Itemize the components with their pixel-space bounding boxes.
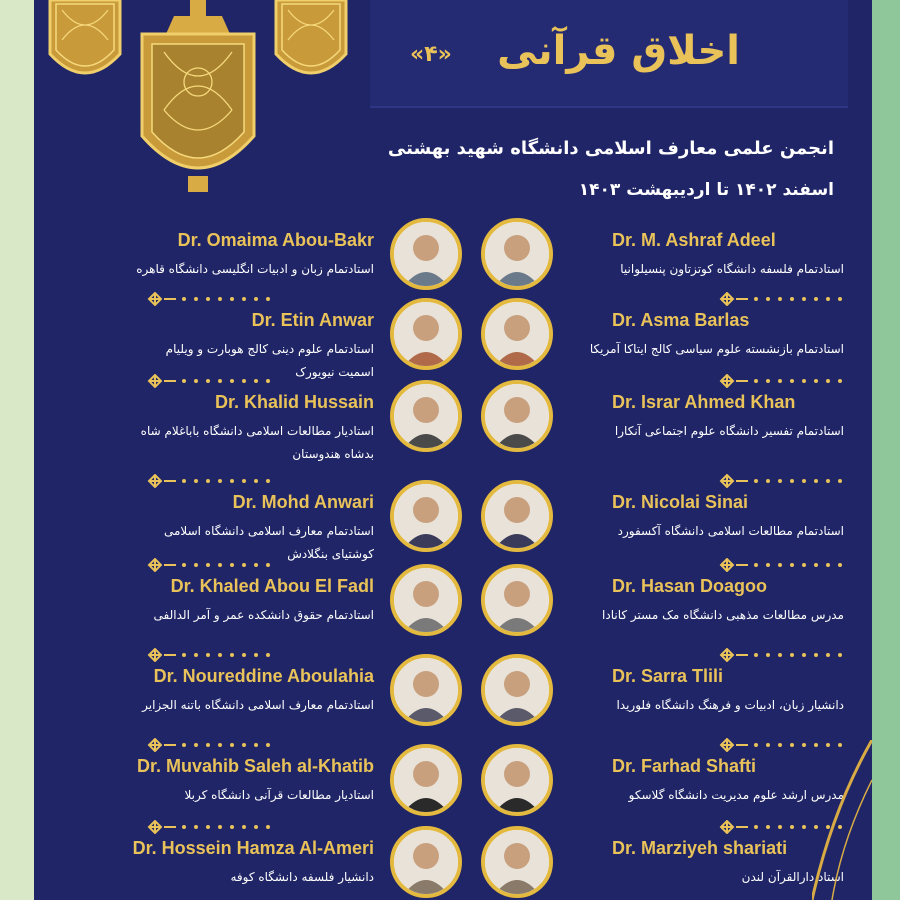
avatar-icon bbox=[485, 568, 549, 632]
speaker-title bbox=[574, 784, 844, 807]
date-range: اسفند ۱۴۰۲ تا اردیبهشت ۱۴۰۳ bbox=[578, 180, 834, 200]
speaker-title bbox=[74, 604, 374, 627]
speaker-photo bbox=[390, 654, 462, 726]
avatar-icon bbox=[394, 748, 458, 812]
speaker-title-line: استادیار مطالعات قرآنی دانشگاه کربلا bbox=[184, 788, 374, 802]
avatar-icon bbox=[394, 568, 458, 632]
speaker-title-line: استادتمام زبان و ادبیات انگلیسی دانشگاه قاهره bbox=[136, 262, 374, 276]
title-box bbox=[370, 0, 848, 108]
speaker-title-line: استادتمام مطالعات اسلامی دانشگاه آکسفورد bbox=[617, 524, 844, 538]
poster bbox=[34, 0, 872, 900]
ornament-divider-icon bbox=[144, 292, 294, 306]
speaker-title-line: کوشتیای بنگلادش bbox=[287, 547, 374, 561]
speaker-title-line: استادتمام تفسیر دانشگاه علوم اجتماعی آنکارا bbox=[614, 424, 844, 438]
speaker-title bbox=[574, 258, 844, 281]
ornament-divider-icon bbox=[716, 648, 866, 662]
speaker-name: Dr. Khalid Hussain bbox=[214, 392, 374, 412]
poster-title-number: «۴» bbox=[410, 42, 452, 67]
speaker-photo bbox=[481, 654, 553, 726]
speaker-title bbox=[574, 866, 844, 889]
speaker-title bbox=[74, 866, 374, 889]
ornament-divider-icon bbox=[144, 820, 294, 834]
speaker-name: Dr. Marziyeh shariati bbox=[612, 838, 788, 858]
speaker-name: Dr. Hossein Hamza Al-Ameri bbox=[132, 838, 374, 858]
speaker-photo bbox=[390, 564, 462, 636]
speaker-photo bbox=[481, 480, 553, 552]
speaker-title bbox=[574, 694, 844, 717]
speaker-title-line: استادتمام فلسفه دانشگاه کوتزتاون پنسیلوانیا bbox=[620, 262, 844, 276]
speaker-title-line: مدرس ارشد علوم مدیریت دانشگاه گلاسکو bbox=[628, 788, 844, 802]
speaker-title bbox=[574, 420, 844, 443]
speaker-title-line: مدرس مطالعات مذهبی دانشگاه مک مستر کانادا bbox=[602, 608, 844, 622]
ornament-divider-icon bbox=[716, 474, 866, 488]
speaker-title-line: اسمیت نیویورک bbox=[295, 365, 374, 379]
lantern-center-icon bbox=[134, 0, 262, 195]
speaker-photo bbox=[390, 744, 462, 816]
speaker-name: Dr. M. Ashraf Adeel bbox=[612, 230, 776, 250]
speaker-title bbox=[574, 338, 844, 361]
ornament-divider-icon bbox=[144, 558, 294, 572]
outer-left-strip bbox=[0, 0, 34, 900]
speaker-title-line: استاد دارالقرآن لندن bbox=[741, 870, 844, 884]
avatar-icon bbox=[394, 484, 458, 548]
speaker-photo bbox=[481, 744, 553, 816]
ornament-divider-icon bbox=[716, 558, 866, 572]
speaker-name: Dr. Khaled Abou El Fadl bbox=[170, 576, 374, 596]
speaker-title-line: استادتمام معارف اسلامی دانشگاه باتنه الجزایر bbox=[142, 698, 374, 712]
speaker-name: Dr. Noureddine Aboulahia bbox=[153, 666, 374, 686]
speaker-name: Dr. Nicolai Sinai bbox=[612, 492, 749, 512]
speaker-name: Dr. Muvahib Saleh al-Khatib bbox=[136, 756, 374, 776]
organizer: انجمن علمی معارف اسلامی دانشگاه شهید بهشتی bbox=[387, 138, 834, 159]
avatar-icon bbox=[394, 384, 458, 448]
speaker-photo bbox=[390, 826, 462, 898]
speaker-title bbox=[74, 784, 374, 807]
ornament-divider-icon bbox=[144, 374, 294, 388]
speaker-title bbox=[574, 520, 844, 543]
poster-title: اخلاق قرآنی bbox=[497, 28, 740, 74]
speaker-photo bbox=[390, 380, 462, 452]
speaker-photo bbox=[481, 826, 553, 898]
speaker-photo bbox=[390, 480, 462, 552]
speaker-title bbox=[74, 694, 374, 717]
speaker-title-line: استادتمام معارف اسلامی دانشگاه اسلامی bbox=[164, 524, 374, 538]
avatar-icon bbox=[485, 658, 549, 722]
speaker-name: Dr. Asma Barlas bbox=[612, 310, 750, 330]
speaker-title-line: استادتمام حقوق دانشکده عمر و آمر الدالفی bbox=[153, 608, 374, 622]
avatar-icon bbox=[394, 222, 458, 286]
speaker-photo bbox=[481, 564, 553, 636]
outer-right-strip bbox=[872, 0, 900, 900]
ornament-divider-icon bbox=[144, 474, 294, 488]
speaker-title bbox=[574, 604, 844, 627]
ornament-divider-icon bbox=[144, 738, 294, 752]
ornament-divider-icon bbox=[144, 648, 294, 662]
speaker-photo bbox=[390, 298, 462, 370]
avatar-icon bbox=[394, 658, 458, 722]
speaker-title bbox=[74, 258, 374, 281]
speaker-name: Dr. Mohd Anwari bbox=[232, 492, 374, 512]
speaker-name: Dr. Farhad Shafti bbox=[612, 756, 757, 776]
lantern-left-icon bbox=[42, 0, 128, 86]
speaker-name: Dr. Sarra Tlili bbox=[612, 666, 724, 686]
avatar-icon bbox=[485, 302, 549, 366]
avatar-icon bbox=[485, 222, 549, 286]
ornament-divider-icon bbox=[716, 292, 866, 306]
lantern-right-icon bbox=[268, 0, 354, 86]
speaker-name: Dr. Hasan Doagoo bbox=[612, 576, 768, 596]
avatar-icon bbox=[485, 830, 549, 894]
speaker-name: Dr. Israr Ahmed Khan bbox=[612, 392, 796, 412]
ornament-divider-icon bbox=[716, 374, 866, 388]
speaker-title bbox=[74, 420, 374, 466]
avatar-icon bbox=[485, 384, 549, 448]
avatar-icon bbox=[485, 748, 549, 812]
avatar-icon bbox=[485, 484, 549, 548]
speaker-photo bbox=[481, 298, 553, 370]
speaker-name: Dr. Etin Anwar bbox=[251, 310, 374, 330]
avatar-icon bbox=[394, 830, 458, 894]
speaker-title-line: بدشاه هندوستان bbox=[292, 447, 374, 461]
speaker-title-line: استادتمام بازنشسته علوم سیاسی کالج ایتاکا آمریکا bbox=[589, 342, 844, 356]
speaker-photo bbox=[390, 218, 462, 290]
speaker-title-line: دانشیار زبان، ادبیات و فرهنگ دانشگاه فلوریدا bbox=[616, 698, 844, 712]
avatar-icon bbox=[394, 302, 458, 366]
speaker-photo bbox=[481, 380, 553, 452]
corner-arc-decoration bbox=[812, 740, 872, 900]
speaker-title-line: استادیار مطالعات اسلامی دانشگاه باباغلام شاه bbox=[140, 424, 374, 438]
speaker-photo bbox=[481, 218, 553, 290]
speaker-title-line: دانشیار فلسفه دانشگاه کوفه bbox=[230, 870, 374, 884]
speaker-name: Dr. Omaima Abou-Bakr bbox=[177, 230, 374, 250]
speaker-title-line: استادتمام علوم دینی کالج هوبارت و ویلیام bbox=[165, 342, 374, 356]
